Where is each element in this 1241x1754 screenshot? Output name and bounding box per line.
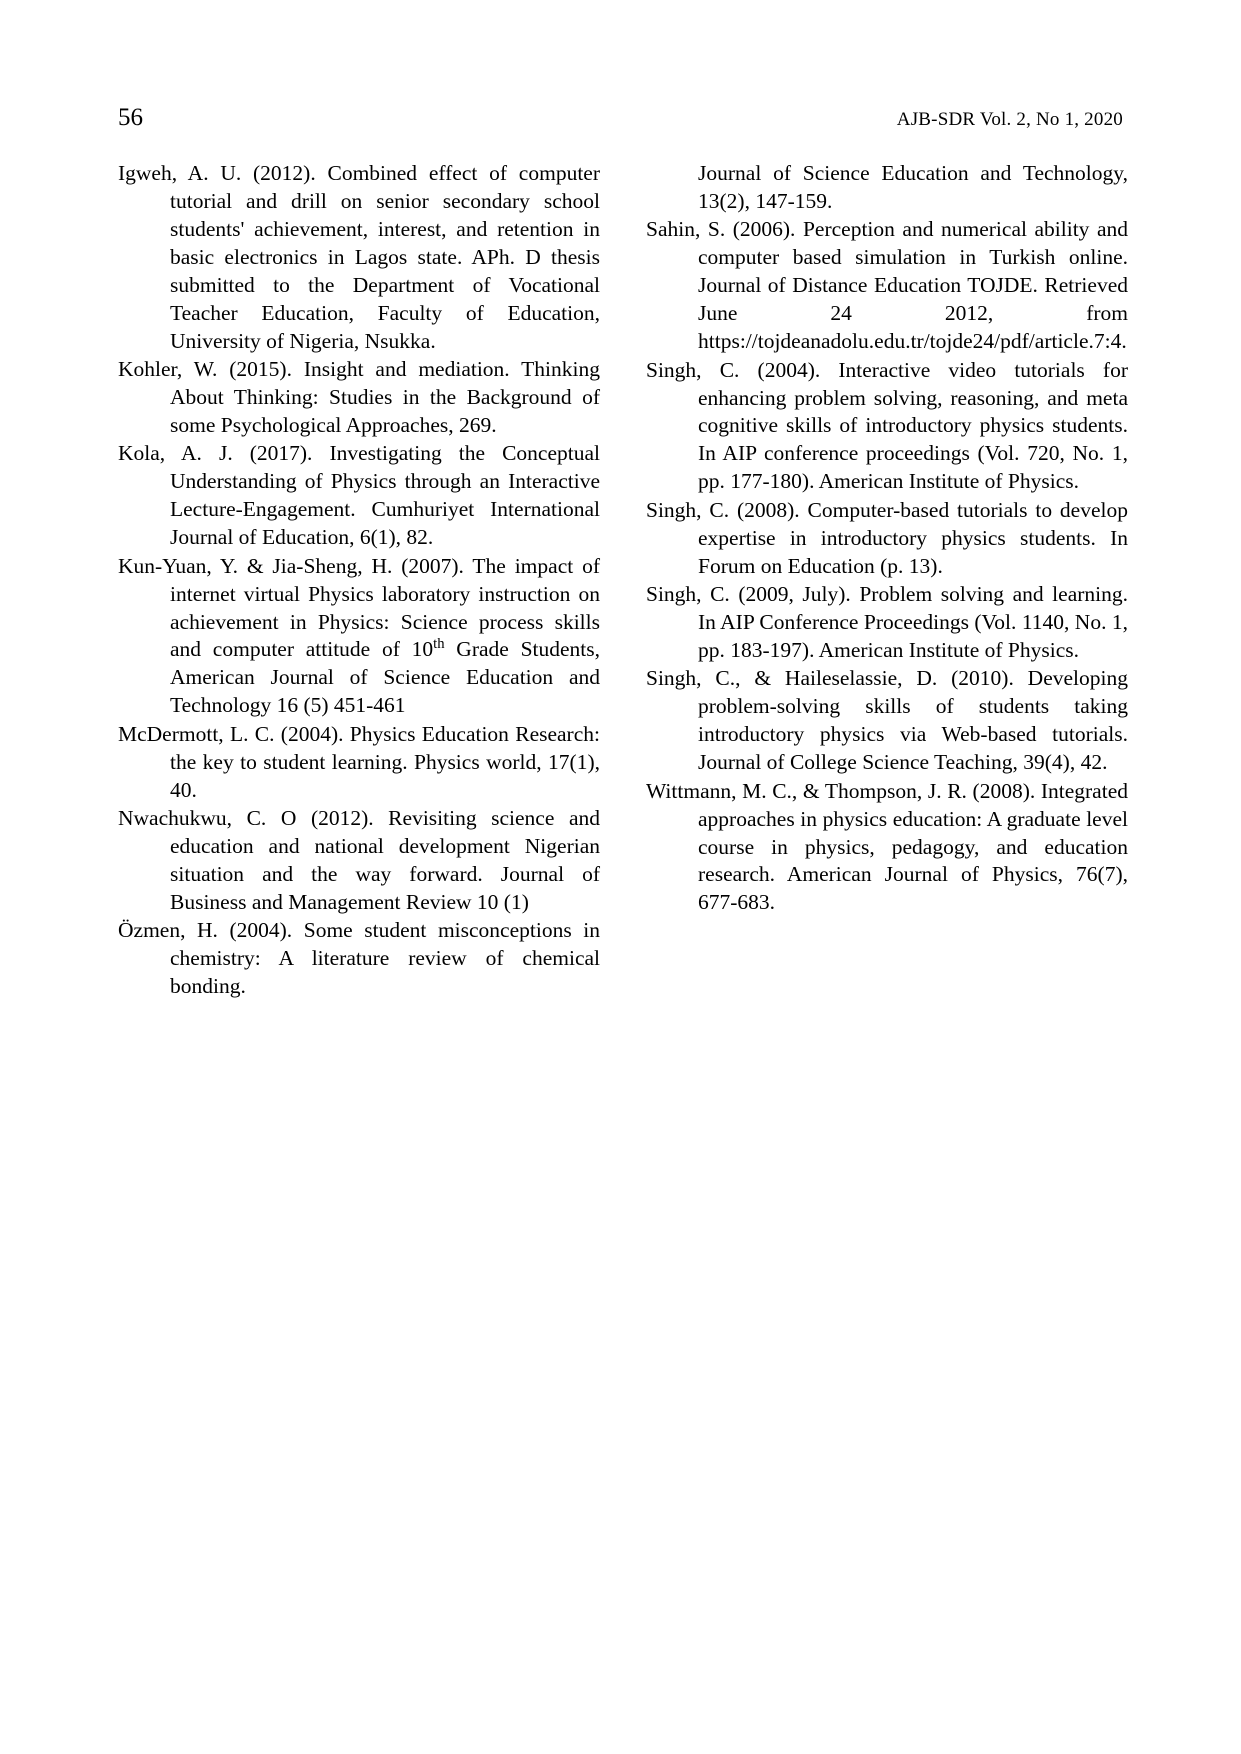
reference-entry: Singh, C., & Haileselassie, D. (2010). Developing problem-solving skills of students taking introductory physics via Web-based tutorials. Journal of College Science Teaching, 39(4), 42. xyxy=(646,666,1128,775)
page-number: 56 xyxy=(118,104,143,131)
reference-entry: Özmen, H. (2004). Some student misconceptions in chemistry: A literature review of chemical bonding. xyxy=(118,918,600,999)
reference-entry: Singh, C. (2004). Interactive video tutorials for enhancing problem solving, reasoning, and meta cognitive skills of introductory physics students. In AIP conference proceedings (Vol. 720, No. 1, pp. 177-180). American Institute of Physics. xyxy=(646,357,1128,494)
reference-entry-continuation: Journal of Science Education and Technology, 13(2), 147-159. xyxy=(698,161,1128,213)
reference-entry: Nwachukwu, C. O (2012). Revisiting science and education and national development Nigerian situation and the way forward. Journal of Business and Management Review 10 (1) xyxy=(118,806,600,914)
reference-entry: Kola, A. J. (2017). Investigating the Conceptual Understanding of Physics through an Interactive Lecture-Engagement. Cumhuriyet International Journal of Education, 6(1), 82. xyxy=(118,441,600,550)
journal-issue-line: AJB-SDR Vol. 2, No 1, 2020 xyxy=(896,109,1123,130)
reference-entry: Singh, C. (2009, July). Problem solving and learning. In AIP Conference Proceedings (Vol. 1140, No. 1, pp. 183-197). American Institute of Physics. xyxy=(646,582,1128,662)
reference-entry: Kohler, W. (2015). Insight and mediation. Thinking About Thinking: Studies in the Background of some Psychological Approaches, 269. xyxy=(118,357,600,437)
reference-entry: McDermott, L. C. (2004). Physics Education Research: the key to student learning. Physics world, 17(1), 40. xyxy=(118,721,600,802)
page-header xyxy=(118,104,1123,132)
left-column xyxy=(118,160,600,1002)
reference-entry: Singh, C. (2008). Computer-based tutorials to develop expertise in introductory physics students. In Forum on Education (p. 13). xyxy=(646,497,1128,578)
reference-entry: Sahin, S. (2006). Perception and numerical ability and computer based simulation in Turkish online. Journal of Distance Education TOJDE. Retrieved June 24 2012, from https://tojdeanadolu.edu.tr/tojde24/pdf/article.7:4. xyxy=(646,217,1128,354)
reference-entry: Wittmann, M. C., & Thompson, J. R. (2008). Integrated approaches in physics education: A graduate level course in physics, pedagogy, and education research. American Journal of Physics, 76(7), 677-683. xyxy=(646,778,1128,915)
right-column xyxy=(646,160,1128,1002)
reference-entry: Kun-Yuan, Y. & Jia-Sheng, H. (2007). The impact of internet virtual Physics laboratory instruction on achievement in Physics: Science process skills and computer attitude of 10th Grade Students, American Journal of Science Education and Technology 16 (5) 451-461 xyxy=(118,553,601,718)
reference-entry: Igweh, A. U. (2012). Combined effect of computer tutorial and drill on senior secondary school students' achievement, interest, and retention in basic electronics in Lagos state. APh. D thesis submitted to the Department of Vocational Teacher Education, Faculty of Education, University of Nigeria, Nsukka. xyxy=(118,161,600,353)
reference-columns xyxy=(118,160,1128,1002)
